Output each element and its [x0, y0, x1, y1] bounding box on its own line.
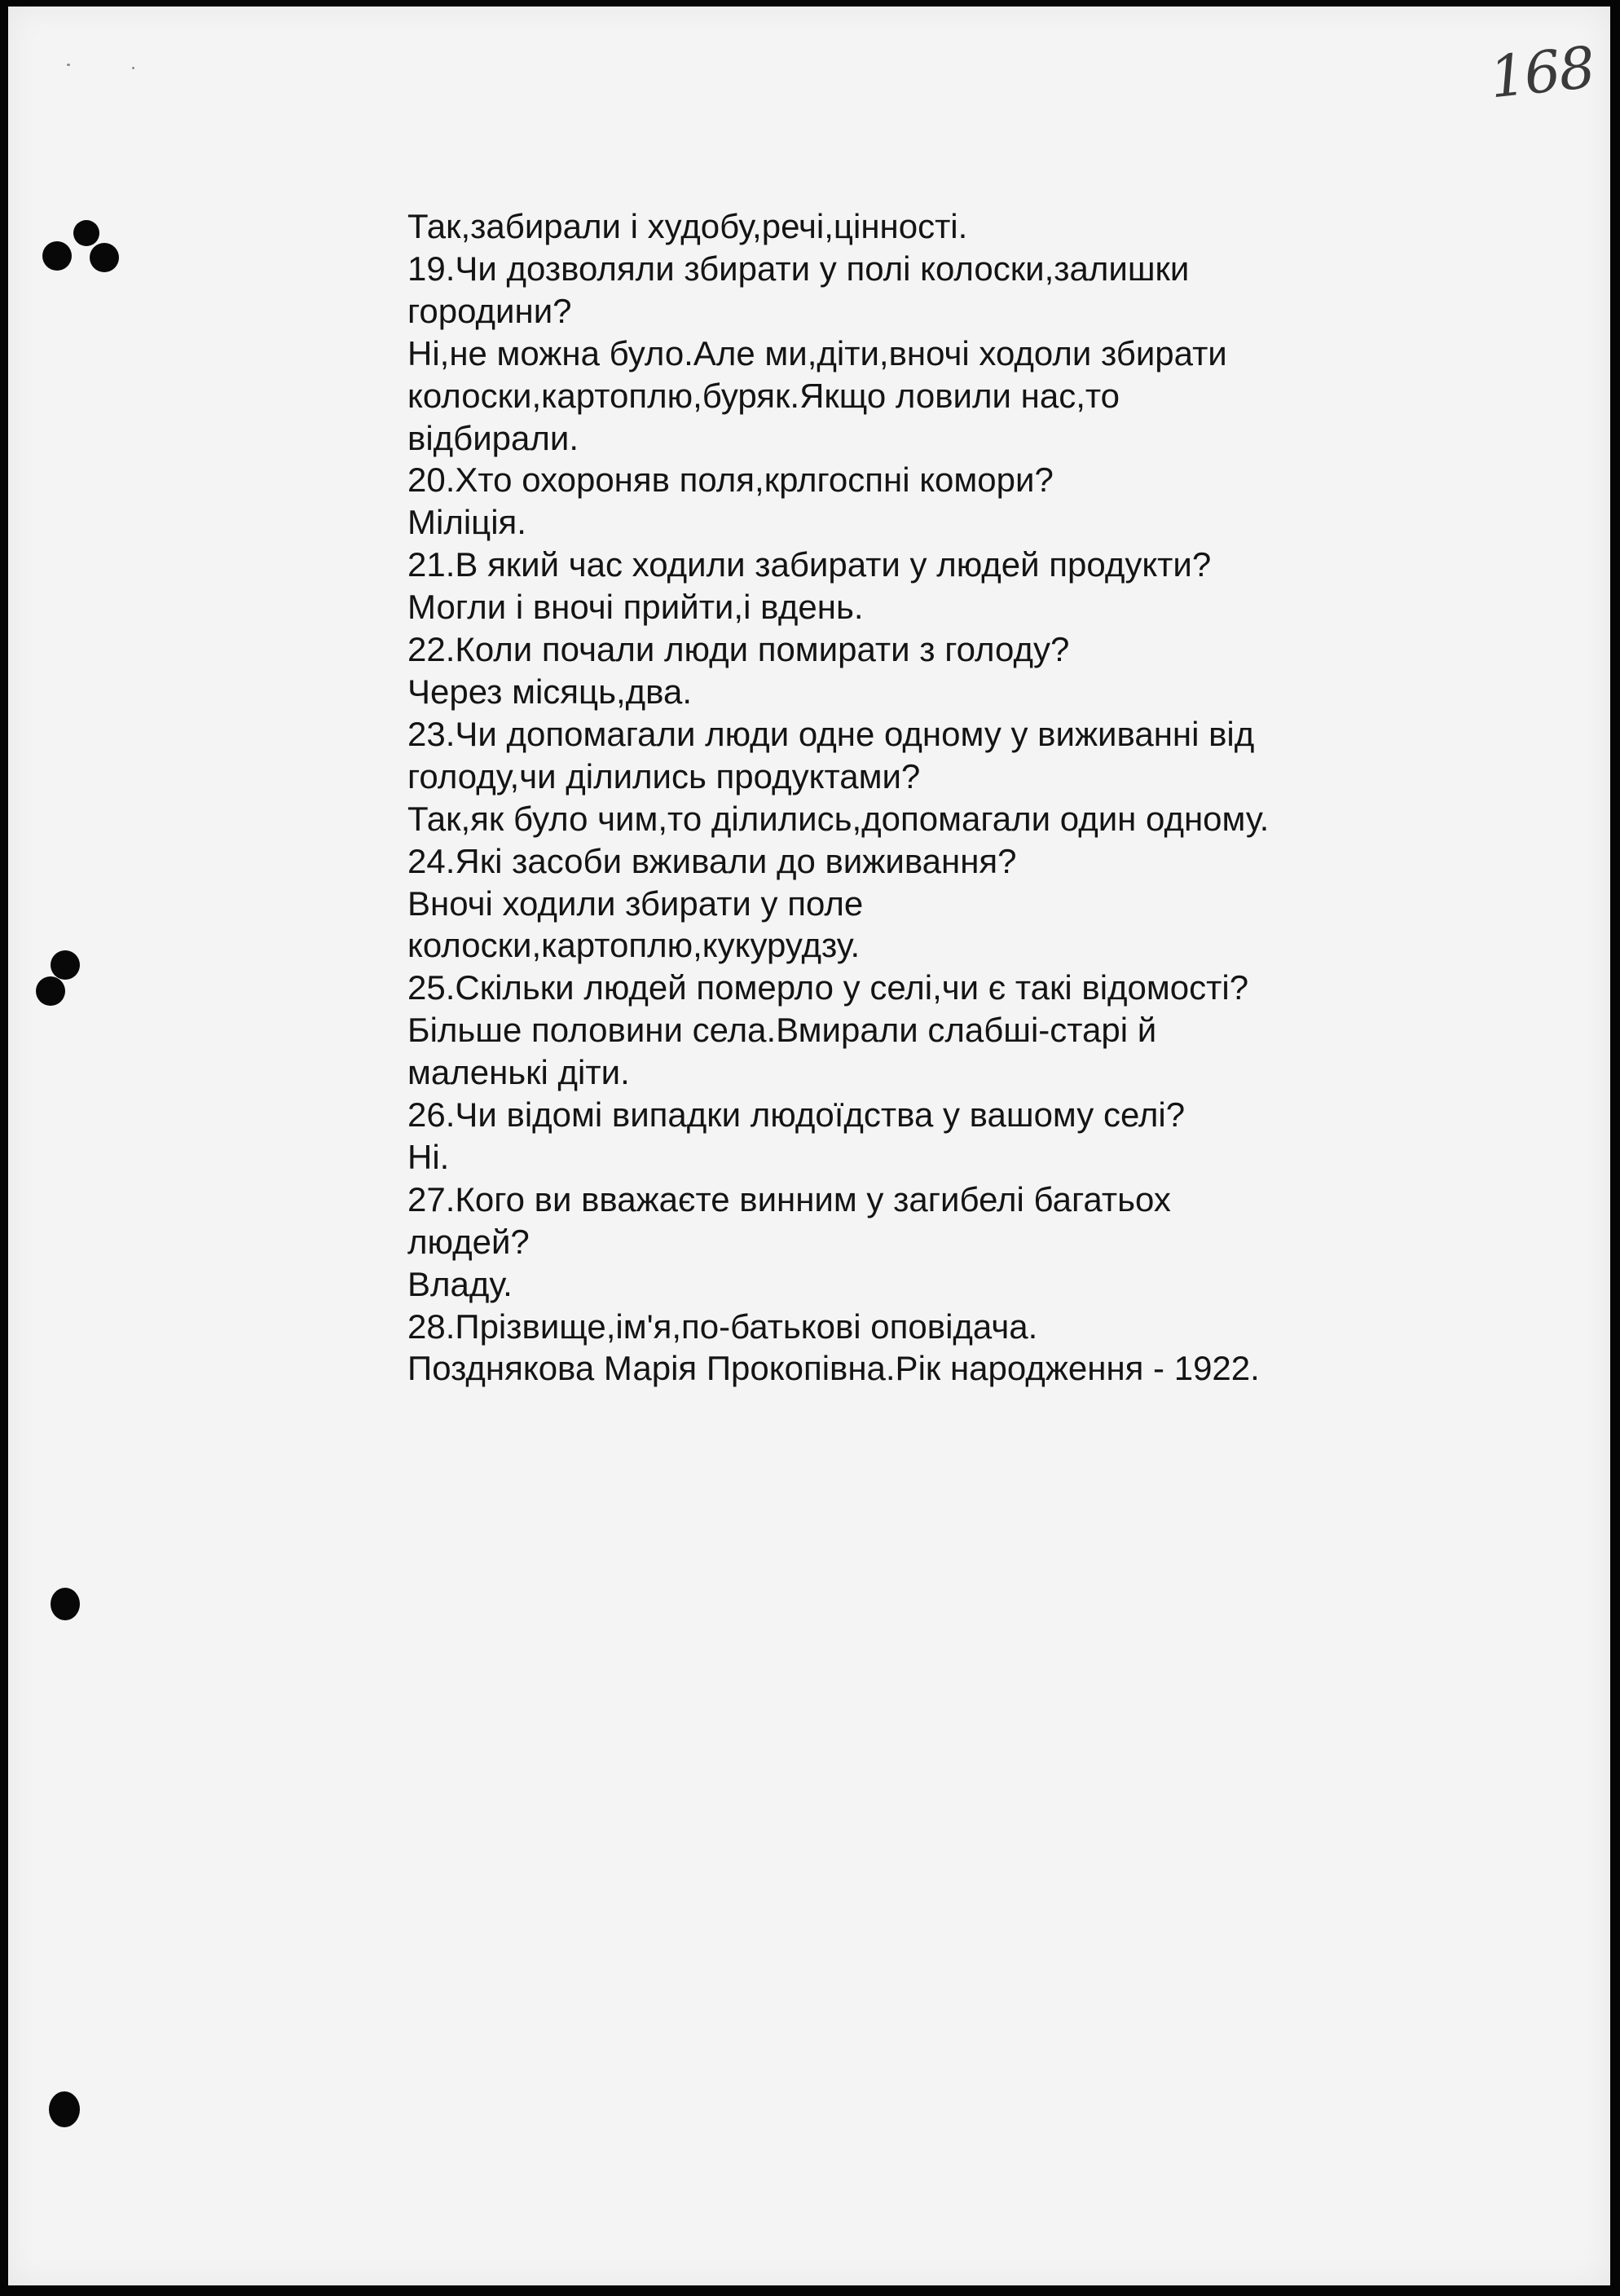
text-line: Ні,не можна було.Але ми,діти,вночі ходоли збирати: [407, 333, 1227, 372]
text-line: 28.Прізвище,ім'я,по-батькові оповідача.: [407, 1307, 1038, 1346]
text-line: 19.Чи дозволяли збирати у полі колоски,залишки: [407, 249, 1190, 288]
text-line: колоски,картоплю,кукурудзу.: [407, 926, 861, 965]
text-line: 25.Скільки людей померло у селі,чи є такі відомості?: [407, 968, 1249, 1007]
text-line: Більше половини села.Вмирали слабші-старі й: [407, 1011, 1157, 1050]
text-line: 23.Чи допомагали люди одне одному у виживанні від: [407, 714, 1255, 753]
text-line: 22.Коли почали люди помирати з голоду?: [407, 630, 1070, 669]
paper-speck: [67, 64, 70, 66]
text-line: голоду,чи ділились продуктами?: [407, 756, 921, 795]
text-line: Владу.: [407, 1264, 513, 1303]
text-line: 24.Які засоби вживали до виживання?: [407, 841, 1017, 880]
text-line: Позднякова Марія Прокопівна.Рік народження - 1922.: [407, 1349, 1260, 1388]
document-page: [8, 7, 1610, 2285]
text-line: 26.Чи відомі випадки людоїдства у вашому селі?: [407, 1095, 1186, 1135]
text-line: Вночі ходили збирати у поле: [407, 884, 864, 923]
handwritten-page-number: 168: [1486, 33, 1597, 112]
text-line: Ні.: [407, 1137, 450, 1176]
punch-hole: [73, 220, 99, 246]
text-line: відбирали.: [407, 418, 579, 457]
text-line: городини?: [407, 291, 572, 330]
interview-text: [407, 205, 1467, 1390]
text-line: людей?: [407, 1222, 530, 1261]
text-line: Міліція.: [407, 503, 526, 542]
punch-hole: [42, 241, 72, 271]
paper-speck: [132, 67, 134, 69]
punch-hole: [51, 1588, 80, 1620]
punch-hole: [51, 950, 80, 980]
text-line: Могли і вночі прийти,і вдень.: [407, 588, 864, 627]
text-line: 27.Кого ви вважаєте винним у загибелі багатьох: [407, 1179, 1171, 1219]
text-line: колоски,картоплю,буряк.Якщо ловили нас,то: [407, 376, 1120, 415]
text-line: Так,як було чим,то ділились,допомагали один одному.: [407, 799, 1270, 838]
text-line: 21.В який час ходили забирати у людей продукти?: [407, 545, 1212, 584]
punch-hole: [90, 243, 119, 272]
text-line: маленькі діти.: [407, 1053, 630, 1092]
punch-hole: [36, 976, 65, 1006]
text-line: 20.Хто охороняв поля,крлгоспні комори?: [407, 461, 1054, 500]
text-line: Так,забирали і худобу,речі,цінності.: [407, 207, 968, 245]
punch-hole: [49, 2091, 80, 2127]
text-line: Через місяць,два.: [407, 672, 693, 711]
